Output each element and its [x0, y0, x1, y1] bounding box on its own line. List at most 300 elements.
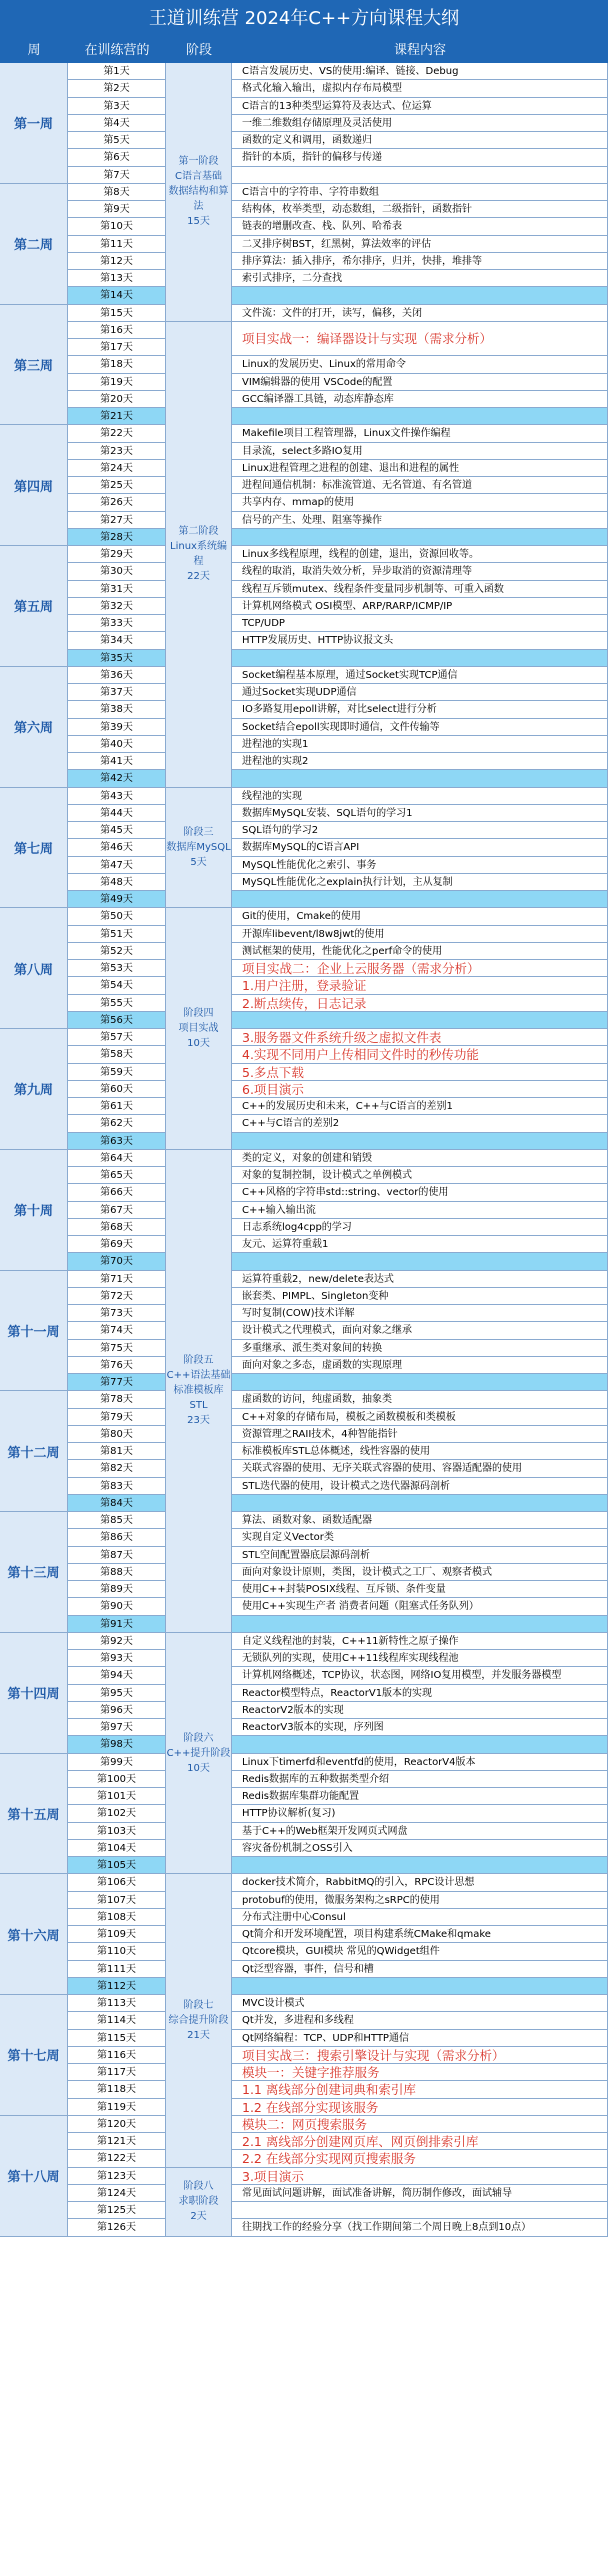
day-cell: 第113天 [68, 1995, 166, 2012]
phase-line: 标准模板库STL [173, 1385, 224, 1412]
content-cell: 项目实战二：企业上云服务器（需求分析） [232, 960, 608, 977]
day-cell: 第81天 [68, 1443, 166, 1460]
content-cell: 计算机网络模式 OSI模型、ARP/RARP/ICMP/IP [232, 598, 608, 615]
phase-line: 项目实战 [178, 1023, 219, 1034]
day-cell: 第46天 [68, 839, 166, 856]
day-cell: 第122天 [68, 2150, 166, 2167]
day-cell: 第71天 [68, 1271, 166, 1288]
phase-line: 数据库MySQL [166, 841, 231, 853]
day-cell: 第22天 [68, 425, 166, 442]
day-cell: 第82天 [68, 1460, 166, 1477]
day-cell: 第70天 [68, 1253, 166, 1270]
content-cell: STL迭代器的使用，设计模式之迭代器源码剖析 [232, 1478, 608, 1495]
content-cell: 6.项目演示 [232, 1081, 608, 1098]
content-cell-empty [232, 2202, 608, 2219]
content-cell-empty [232, 1616, 608, 1633]
day-cell: 第5天 [68, 132, 166, 149]
week-cell: 第十六周 [0, 1874, 68, 1995]
day-cell: 第6天 [68, 149, 166, 166]
content-cell: 4.实现不同用户上传相同文件时的秒传功能 [232, 1046, 608, 1063]
content-cell: 共享内存、mmap的使用 [232, 494, 608, 511]
day-cell: 第107天 [68, 1892, 166, 1909]
content-cell: SQL语句的学习2 [232, 822, 608, 839]
day-cell: 第17天 [68, 339, 166, 356]
phase-cell [166, 1633, 232, 1875]
content-cell: 对象的复制控制，设计模式之单例模式 [232, 1167, 608, 1184]
day-cell: 第55天 [68, 995, 166, 1012]
phase-line: 21天 [187, 2029, 210, 2041]
phase-line: 综合提升阶段 [168, 2014, 229, 2026]
content-cell: 数据库MySQL安装、SQL语句的学习1 [232, 805, 608, 822]
day-cell: 第18天 [68, 356, 166, 373]
phase-cell [166, 1150, 232, 1633]
content-cell: 通过Socket实现UDP通信 [232, 684, 608, 701]
phase-line: 第一阶段 [178, 156, 219, 168]
content-cell: Socket结合epoll实现即时通信，文件传输等 [232, 719, 608, 736]
day-cell: 第86天 [68, 1529, 166, 1546]
content-cell: 2.2 在线部分实现网页搜索服务 [232, 2150, 608, 2167]
day-cell: 第108天 [68, 1909, 166, 1926]
day-cell: 第4天 [68, 115, 166, 132]
content-cell: 3.项目演示 [232, 2168, 608, 2185]
week-cell: 第五周 [0, 546, 68, 667]
phase-line: Linux系统编程 [170, 541, 227, 568]
day-cell: 第103天 [68, 1823, 166, 1840]
week-cell: 第四周 [0, 425, 68, 546]
content-cell: Qt泛型容器，事件，信号和槽 [232, 1961, 608, 1978]
content-cell: 设计模式之代理模式，面向对象之继承 [232, 1322, 608, 1339]
day-cell: 第27天 [68, 512, 166, 529]
day-cell: 第60天 [68, 1081, 166, 1098]
content-cell: Qtcore模块，GUI模块 常见的QWidget组件 [232, 1943, 608, 1960]
header-content: 课程内容 [232, 38, 608, 63]
day-cell: 第84天 [68, 1495, 166, 1512]
day-cell: 第11天 [68, 236, 166, 253]
content-cell: C语言的13种类型运算符及表达式、位运算 [232, 98, 608, 115]
content-cell-empty [232, 650, 608, 667]
content-cell: 2.1 离线部分创建网页库、网页倒排索引库 [232, 2133, 608, 2150]
content-cell-empty [232, 1857, 608, 1874]
content-cell: 项目实战三：搜索引擎设计与实现（需求分析） [232, 2047, 608, 2064]
content-cell: C++输入输出流 [232, 1202, 608, 1219]
day-cell: 第50天 [68, 908, 166, 925]
content-cell: 目录流，select多路IO复用 [232, 443, 608, 460]
week-cell: 第十一周 [0, 1271, 68, 1392]
content-cell: 文件流：文件的打开，读写，偏移，关闭 [232, 305, 608, 322]
content-cell: 测试框架的使用，性能优化之perf命令的使用 [232, 943, 608, 960]
content-cell: Linux多线程原理，线程的创建，退出，资源回收等。 [232, 546, 608, 563]
phase-cell [166, 63, 232, 322]
day-cell: 第68天 [68, 1219, 166, 1236]
day-cell: 第109天 [68, 1926, 166, 1943]
content-cell: Makefile项目工程管理器，Linux文件操作编程 [232, 425, 608, 442]
day-cell: 第123天 [68, 2168, 166, 2185]
content-cell: 1.2 在线部分实现该服务 [232, 2099, 608, 2116]
day-cell: 第67天 [68, 1202, 166, 1219]
content-cell: 运算符重载2，new/delete表达式 [232, 1271, 608, 1288]
content-cell: 结构体，枚举类型，动态数组，二级指针，函数指针 [232, 201, 608, 218]
week-cell: 第六周 [0, 667, 68, 788]
content-cell: TCP/UDP [232, 615, 608, 632]
day-cell: 第57天 [68, 1029, 166, 1046]
content-cell: C++对象的存储布局，模板之函数模板和类模板 [232, 1409, 608, 1426]
day-cell: 第44天 [68, 805, 166, 822]
week-cell: 第十五周 [0, 1754, 68, 1875]
day-cell: 第104天 [68, 1840, 166, 1857]
content-cell: 实现自定义Vector类 [232, 1529, 608, 1546]
phase-line: 阶段七 [183, 1999, 214, 2011]
day-cell: 第41天 [68, 753, 166, 770]
content-cell: 往期找工作的经验分享（找工作期间第二个周日晚上8点到10点） [232, 2219, 608, 2236]
content-cell: 写时复制(COW)技术详解 [232, 1305, 608, 1322]
content-cell: 进程间通信机制：标准流管道、无名管道、有名管道 [232, 477, 608, 494]
content-cell: 一维二维数组存储原理及灵活使用 [232, 115, 608, 132]
day-cell: 第35天 [68, 650, 166, 667]
content-cell: C语言发展历史、VS的使用:编译、链接、Debug [232, 63, 608, 80]
day-cell: 第77天 [68, 1374, 166, 1391]
day-cell: 第87天 [68, 1547, 166, 1564]
phase-line: C语言基础 [175, 171, 222, 183]
day-cell: 第2天 [68, 80, 166, 97]
phase-line: 求职阶段 [178, 2196, 219, 2207]
phase-line: 10天 [187, 1038, 210, 1049]
phase-line: 阶段八 [183, 2181, 214, 2192]
content-cell: MySQL性能优化之explain执行计划，主从复制 [232, 874, 608, 891]
content-cell: docker技术简介，RabbitMQ的引入，RPC设计思想 [232, 1874, 608, 1891]
day-cell: 第66天 [68, 1184, 166, 1201]
content-cell: VIM编辑器的使用 VSCode的配置 [232, 374, 608, 391]
content-cell: 索引式排序，二分查找 [232, 270, 608, 287]
week-cell: 第十七周 [0, 1995, 68, 2116]
content-cell: ReactorV2版本的实现 [232, 1702, 608, 1719]
content-cell: 链表的增删改查、栈、队列、哈希表 [232, 218, 608, 235]
content-cell: 虚函数的访问，纯虚函数，抽象类 [232, 1391, 608, 1408]
content-cell-empty [232, 1495, 608, 1512]
content-cell: 1.用户注册，登录验证 [232, 977, 608, 994]
day-cell: 第7天 [68, 167, 166, 184]
week-cell: 第十二周 [0, 1391, 68, 1512]
week-cell: 第十八周 [0, 2116, 68, 2237]
day-cell: 第20天 [68, 391, 166, 408]
week-cell: 第一周 [0, 63, 68, 184]
content-cell: Linux的发展历史、Linux的常用命令 [232, 356, 608, 373]
day-cell: 第74天 [68, 1322, 166, 1339]
day-cell: 第118天 [68, 2081, 166, 2098]
phase-line: 阶段五 [183, 1355, 214, 1367]
content-cell: 使用C++封装POSIX线程、互斥锁、条件变量 [232, 1581, 608, 1598]
day-cell: 第73天 [68, 1305, 166, 1322]
phase-line: 2天 [190, 2211, 207, 2222]
content-cell: 关联式容器的使用、无序关联式容器的使用、容器适配器的使用 [232, 1460, 608, 1477]
day-cell: 第13天 [68, 270, 166, 287]
day-cell: 第79天 [68, 1409, 166, 1426]
day-cell: 第24天 [68, 460, 166, 477]
content-cell: MySQL性能优化之索引、事务 [232, 857, 608, 874]
phase-line: 5天 [190, 856, 207, 868]
day-cell: 第114天 [68, 2012, 166, 2029]
day-cell: 第62天 [68, 1115, 166, 1132]
day-cell: 第25天 [68, 477, 166, 494]
day-cell: 第9天 [68, 201, 166, 218]
day-cell: 第37天 [68, 684, 166, 701]
day-cell: 第28天 [68, 529, 166, 546]
phase-line: 15天 [187, 216, 210, 228]
phase-cell [166, 2168, 232, 2237]
content-cell-empty [232, 1012, 608, 1029]
content-cell: Socket编程基本原理，通过Socket实现TCP通信 [232, 667, 608, 684]
content-cell: 开源库libevent/l8w8jwt的使用 [232, 926, 608, 943]
day-cell: 第14天 [68, 287, 166, 304]
content-cell: Reactor模型特点，ReactorV1版本的实现 [232, 1685, 608, 1702]
content-cell-empty [232, 408, 608, 425]
header-day: 在训练营的 [68, 38, 166, 63]
day-cell: 第72天 [68, 1288, 166, 1305]
content-cell: 类的定义，对象的创建和销毁 [232, 1150, 608, 1167]
header-week: 周 [0, 38, 68, 63]
content-cell: Qt并发，多进程和多线程 [232, 2012, 608, 2029]
day-cell: 第85天 [68, 1512, 166, 1529]
day-cell: 第101天 [68, 1788, 166, 1805]
content-cell: 常见面试问题讲解，面试准备讲解，简历制作修改，面试辅导 [232, 2185, 608, 2202]
phase-line: 阶段三 [183, 826, 214, 838]
day-cell: 第30天 [68, 563, 166, 580]
page-title: 王道训练营 2024年C++方向课程大纲 [0, 0, 608, 38]
day-cell: 第110天 [68, 1943, 166, 1960]
day-cell: 第45天 [68, 822, 166, 839]
content-cell-empty [232, 1133, 608, 1150]
phase-cell [166, 1874, 232, 2167]
content-cell-empty [232, 167, 608, 184]
day-cell: 第69天 [68, 1236, 166, 1253]
content-cell: 自定义线程池的封装，C++11新特性之原子操作 [232, 1633, 608, 1650]
content-cell: 函数的定义和调用，函数递归 [232, 132, 608, 149]
content-cell: 资源管理之RAII技术，4种智能指针 [232, 1426, 608, 1443]
content-cell: 嵌套类、PIMPL、Singleton变种 [232, 1288, 608, 1305]
day-cell: 第56天 [68, 1012, 166, 1029]
day-cell: 第1天 [68, 63, 166, 80]
content-cell: 5.多点下载 [232, 1064, 608, 1081]
content-cell: 进程池的实现1 [232, 736, 608, 753]
content-cell: 1.1 离线部分创建词典和索引库 [232, 2081, 608, 2098]
day-cell: 第49天 [68, 891, 166, 908]
content-cell-empty [232, 287, 608, 304]
day-cell: 第31天 [68, 581, 166, 598]
day-cell: 第96天 [68, 1702, 166, 1719]
content-cell: 信号的产生、处理、阻塞等操作 [232, 512, 608, 529]
day-cell: 第8天 [68, 184, 166, 201]
content-cell: 算法、函数对象、函数适配器 [232, 1512, 608, 1529]
content-cell: 格式化输入输出，虚拟内存布局模型 [232, 80, 608, 97]
content-cell: Linux下timerfd和eventfd的使用，ReactorV4版本 [232, 1754, 608, 1771]
day-cell: 第100天 [68, 1771, 166, 1788]
content-cell: protobuf的使用，微服务架构之sRPC的使用 [232, 1892, 608, 1909]
day-cell: 第102天 [68, 1805, 166, 1822]
content-cell: 进程池的实现2 [232, 753, 608, 770]
day-cell: 第78天 [68, 1391, 166, 1408]
day-cell: 第115天 [68, 2030, 166, 2047]
day-cell: 第99天 [68, 1754, 166, 1771]
content-cell: Redis数据库的五种数据类型介绍 [232, 1771, 608, 1788]
day-cell: 第76天 [68, 1357, 166, 1374]
day-cell: 第88天 [68, 1564, 166, 1581]
phase-line: 22天 [187, 571, 210, 583]
day-cell: 第29天 [68, 546, 166, 563]
content-cell-empty [232, 770, 608, 787]
content-cell: 二叉排序树BST，红黑树，算法效率的评估 [232, 236, 608, 253]
phase-line: C++提升阶段 [166, 1747, 231, 1759]
day-cell: 第89天 [68, 1581, 166, 1598]
day-cell: 第3天 [68, 98, 166, 115]
day-cell: 第19天 [68, 374, 166, 391]
week-cell: 第九周 [0, 1029, 68, 1150]
content-cell-empty [232, 1253, 608, 1270]
day-cell: 第105天 [68, 1857, 166, 1874]
day-cell: 第16天 [68, 322, 166, 339]
content-cell: C++风格的字符串std::string、vector的使用 [232, 1184, 608, 1201]
day-cell: 第47天 [68, 857, 166, 874]
content-cell: 线程互斥锁mutex、线程条件变量同步机制等、可重入函数 [232, 581, 608, 598]
day-cell: 第126天 [68, 2219, 166, 2236]
content-cell: 容灾备份机制之OSS引入 [232, 1840, 608, 1857]
day-cell: 第92天 [68, 1633, 166, 1650]
content-cell-empty [232, 529, 608, 546]
content-cell: 面向对象设计原则，类图，设计模式之工厂、观察者模式 [232, 1564, 608, 1581]
day-cell: 第97天 [68, 1719, 166, 1736]
content-cell: 使用C++实现生产者 消费者问题（阻塞式任务队列） [232, 1598, 608, 1615]
content-cell: Qt网络编程：TCP、UDP和HTTP通信 [232, 2030, 608, 2047]
day-cell: 第121天 [68, 2133, 166, 2150]
day-cell: 第33天 [68, 615, 166, 632]
day-cell: 第93天 [68, 1650, 166, 1667]
day-cell: 第15天 [68, 305, 166, 322]
content-cell: 多重继承、派生类对象间的转换 [232, 1340, 608, 1357]
content-cell: 友元、运算符重载1 [232, 1236, 608, 1253]
content-cell: 排序算法：插入排序，希尔排序，归并，快排，堆排等 [232, 253, 608, 270]
content-cell: 指针的本质，指针的偏移与传递 [232, 149, 608, 166]
day-cell: 第119天 [68, 2099, 166, 2116]
day-cell: 第39天 [68, 719, 166, 736]
day-cell: 第116天 [68, 2047, 166, 2064]
content-cell: 线程的取消，取消失效分析，异步取消的资源清理等 [232, 563, 608, 580]
content-cell: GCC编译器工具链，动态库静态库 [232, 391, 608, 408]
content-cell-empty [232, 1978, 608, 1995]
week-cell: 第三周 [0, 305, 68, 426]
content-cell: 2.断点续传，日志记录 [232, 995, 608, 1012]
week-cell: 第二周 [0, 184, 68, 305]
day-cell: 第23天 [68, 443, 166, 460]
day-cell: 第124天 [68, 2185, 166, 2202]
day-cell: 第112天 [68, 1978, 166, 1995]
day-cell: 第94天 [68, 1667, 166, 1684]
content-cell-empty [232, 891, 608, 908]
day-cell: 第65天 [68, 1167, 166, 1184]
day-cell: 第48天 [68, 874, 166, 891]
header-phase: 阶段 [166, 38, 232, 63]
content-cell: 3.服务器文件系统升级之虚拟文件表 [232, 1029, 608, 1046]
phase-line: 10天 [187, 1762, 210, 1774]
content-cell: 面向对象之多态，虚函数的实现原理 [232, 1357, 608, 1374]
day-cell: 第61天 [68, 1098, 166, 1115]
content-cell: 无锁队列的实现，使用C++11线程库实现线程池 [232, 1650, 608, 1667]
day-cell: 第51天 [68, 926, 166, 943]
content-cell: 项目实战一：编译器设计与实现（需求分析） [232, 322, 608, 357]
phase-line: C++语法基础 [166, 1370, 231, 1382]
day-cell: 第58天 [68, 1046, 166, 1063]
day-cell: 第26天 [68, 494, 166, 511]
content-cell: Redis数据库集群功能配置 [232, 1788, 608, 1805]
day-cell: 第38天 [68, 701, 166, 718]
phase-line: 阶段六 [183, 1732, 214, 1744]
week-cell: 第七周 [0, 788, 68, 909]
day-cell: 第53天 [68, 960, 166, 977]
day-cell: 第43天 [68, 788, 166, 805]
day-cell: 第117天 [68, 2064, 166, 2081]
day-cell: 第64天 [68, 1150, 166, 1167]
content-cell: Linux进程管理之进程的创建、退出和进程的属性 [232, 460, 608, 477]
content-cell: 分布式注册中心Consul [232, 1909, 608, 1926]
content-cell: Git的使用，Cmake的使用 [232, 908, 608, 925]
week-cell: 第八周 [0, 908, 68, 1029]
week-cell: 第十三周 [0, 1512, 68, 1633]
day-cell: 第34天 [68, 632, 166, 649]
phase-line: 阶段四 [183, 1008, 214, 1019]
day-cell: 第90天 [68, 1598, 166, 1615]
day-cell: 第52天 [68, 943, 166, 960]
content-cell: 线程池的实现 [232, 788, 608, 805]
content-cell: HTTP协议解析(复习) [232, 1805, 608, 1822]
day-cell: 第125天 [68, 2202, 166, 2219]
day-cell: 第98天 [68, 1736, 166, 1753]
day-cell: 第54天 [68, 977, 166, 994]
day-cell: 第21天 [68, 408, 166, 425]
content-cell: C语言中的字符串、字符串数组 [232, 184, 608, 201]
content-cell: C++与C语言的差别2 [232, 1115, 608, 1132]
content-cell-empty [232, 1736, 608, 1753]
day-cell: 第63天 [68, 1133, 166, 1150]
day-cell: 第10天 [68, 218, 166, 235]
day-cell: 第91天 [68, 1616, 166, 1633]
content-cell: 模块一：关键字推荐服务 [232, 2064, 608, 2081]
week-cell: 第十四周 [0, 1633, 68, 1754]
day-cell: 第83天 [68, 1478, 166, 1495]
phase-line: 第二阶段 [178, 526, 219, 538]
day-cell: 第80天 [68, 1426, 166, 1443]
day-cell: 第95天 [68, 1685, 166, 1702]
content-cell: IO多路复用epoll讲解，对比select进行分析 [232, 701, 608, 718]
phase-cell [166, 908, 232, 1150]
content-cell: C++的发展历史和未来，C++与C语言的差别1 [232, 1098, 608, 1115]
content-cell: 数据库MySQL的C语言API [232, 839, 608, 856]
day-cell: 第106天 [68, 1874, 166, 1891]
day-cell: 第111天 [68, 1961, 166, 1978]
day-cell: 第120天 [68, 2116, 166, 2133]
day-cell: 第32天 [68, 598, 166, 615]
content-cell: 日志系统log4cpp的学习 [232, 1219, 608, 1236]
day-cell: 第42天 [68, 770, 166, 787]
content-cell: Qt简介和开发环境配置，项目构建系统CMake和qmake [232, 1926, 608, 1943]
content-cell: HTTP发展历史、HTTP协议报文头 [232, 632, 608, 649]
content-cell: ReactorV3版本的实现，序列图 [232, 1719, 608, 1736]
content-cell: 标准模板库STL总体概述，线性容器的使用 [232, 1443, 608, 1460]
day-cell: 第12天 [68, 253, 166, 270]
content-cell: MVC设计模式 [232, 1995, 608, 2012]
day-cell: 第36天 [68, 667, 166, 684]
phase-cell [166, 322, 232, 788]
day-cell: 第59天 [68, 1064, 166, 1081]
content-cell: 模块二：网页搜索服务 [232, 2116, 608, 2133]
content-cell: 计算机网络概述，TCP协议，状态图，网络IO复用模型，并发服务器模型 [232, 1667, 608, 1684]
content-cell-empty [232, 1374, 608, 1391]
